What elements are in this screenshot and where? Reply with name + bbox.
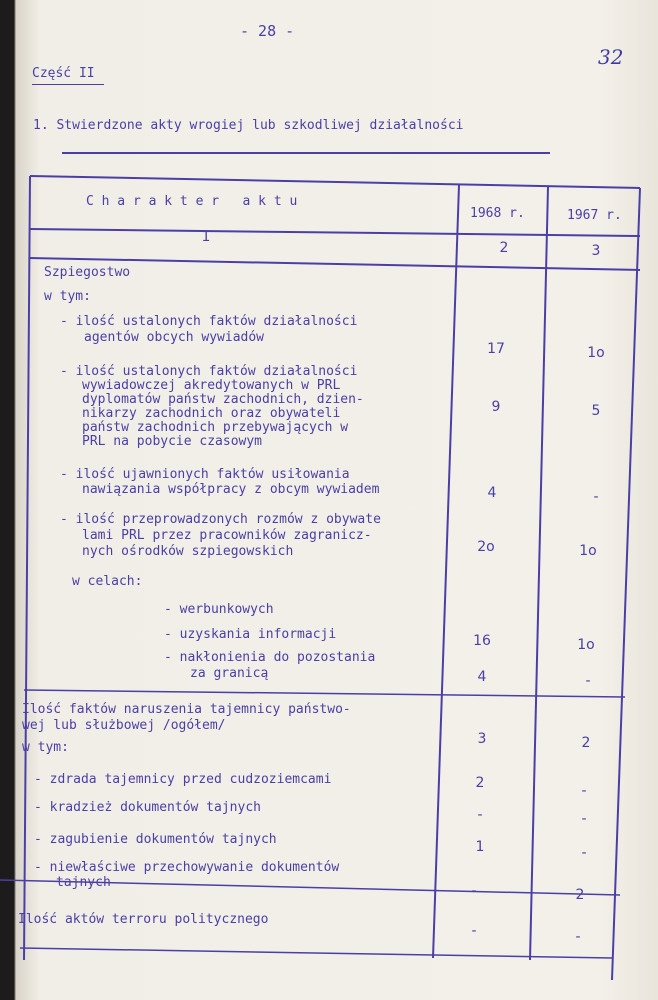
- row-label-line: nych ośrodków szpiegowskich: [82, 544, 294, 559]
- value-1967: 5: [591, 403, 601, 419]
- value-1968: 4: [487, 485, 497, 501]
- value-1967: 1o: [587, 345, 605, 361]
- col-number-2: 2: [499, 240, 509, 256]
- row-label-line: Ilość aktów terroru politycznego: [18, 912, 269, 927]
- row-label-line: PRL na pobycie czasowym: [82, 434, 263, 449]
- value-1967: 1o: [577, 637, 595, 653]
- row-label-line: - zdrada tajemnicy przed cudzoziemcami: [34, 772, 332, 787]
- value-1967: -: [581, 811, 587, 827]
- col-header-1968: 1968 r.: [470, 206, 525, 221]
- row-label-line: w tym:: [22, 740, 69, 755]
- row-label-line: - ilość przeprowadzonych rozmów z obywate: [60, 512, 381, 527]
- row-label-line: - werbunkowych: [164, 602, 274, 617]
- row-label-line: Szpiegostwo: [44, 265, 131, 280]
- value-1967: -: [593, 489, 599, 505]
- row-label-line: państw zachodnich przebywających w: [82, 420, 349, 435]
- row-label-line: wywiadowczej akredytowanych w PRL: [82, 378, 341, 393]
- row-label-line: nikarzy zachodnich oraz obywateli: [82, 406, 341, 421]
- value-1968: 16: [473, 633, 491, 649]
- col-number-1: 1: [201, 229, 211, 245]
- value-1967: 2: [575, 887, 585, 903]
- row-label-line: lami PRL przez pracowników zagranicz-: [82, 528, 372, 543]
- row-label-line: - niewłaściwe przechowywanie dokumentów: [34, 860, 340, 875]
- value-1967: 2: [581, 735, 591, 751]
- row-label-line: dyplomatów państw zachodnich, dzien-: [82, 392, 364, 407]
- value-1968: 3: [477, 731, 487, 747]
- value-1968: 2o: [477, 539, 495, 555]
- row-label-line: - ilość ustalonych faktów działalności: [60, 314, 358, 329]
- value-1967: -: [581, 783, 587, 799]
- handwritten-page-number: 32: [598, 45, 624, 69]
- value-1968: -: [477, 807, 483, 823]
- page-number: - 28 -: [240, 22, 295, 40]
- value-1967: -: [585, 673, 591, 689]
- col-header-character: C h a r a k t e r a k t u: [86, 194, 298, 209]
- row-label-line: Ilość faktów naruszenia tajemnicy państwo-: [22, 702, 351, 717]
- part-label: Część II: [32, 66, 95, 81]
- value-1967: -: [581, 845, 587, 861]
- value-1967: -: [575, 929, 581, 945]
- value-1968: 17: [487, 341, 505, 357]
- row-label-line: w tym:: [44, 289, 91, 304]
- row-label-line: - zagubienie dokumentów tajnych: [34, 832, 277, 847]
- col-number-3: 3: [591, 243, 601, 259]
- row-label-line: za granicą: [190, 666, 269, 681]
- value-1968: -: [471, 883, 477, 899]
- row-label-line: - ilość ustalonych faktów działalności: [60, 364, 358, 379]
- section-heading: 1. Stwierdzone akty wrogiej lub szkodliwej działalności: [33, 118, 464, 133]
- value-1968: -: [471, 923, 477, 939]
- row-label-line: - uzyskania informacji: [164, 627, 337, 642]
- value-1968: 2: [475, 775, 485, 791]
- row-label-line: nawiązania współpracy z obcym wywiadem: [82, 482, 380, 497]
- row-label-line: - ilość ujawnionych faktów usiłowania: [60, 467, 350, 482]
- value-1967: 1o: [579, 543, 597, 559]
- value-1968: 1: [475, 839, 485, 855]
- row-label-line: tajnych: [56, 875, 111, 890]
- row-label-line: agentów obcych wywiadów: [84, 330, 265, 345]
- col-header-1967: 1967 r.: [567, 208, 622, 223]
- row-label-line: - nakłonienia do pozostania: [164, 650, 376, 665]
- value-1968: 4: [477, 669, 487, 685]
- value-1968: 9: [491, 399, 501, 415]
- row-label-line: wej lub służbowej /ogółem/: [22, 718, 226, 733]
- row-label-line: w celach:: [72, 574, 143, 589]
- row-label-line: - kradzież dokumentów tajnych: [34, 800, 261, 815]
